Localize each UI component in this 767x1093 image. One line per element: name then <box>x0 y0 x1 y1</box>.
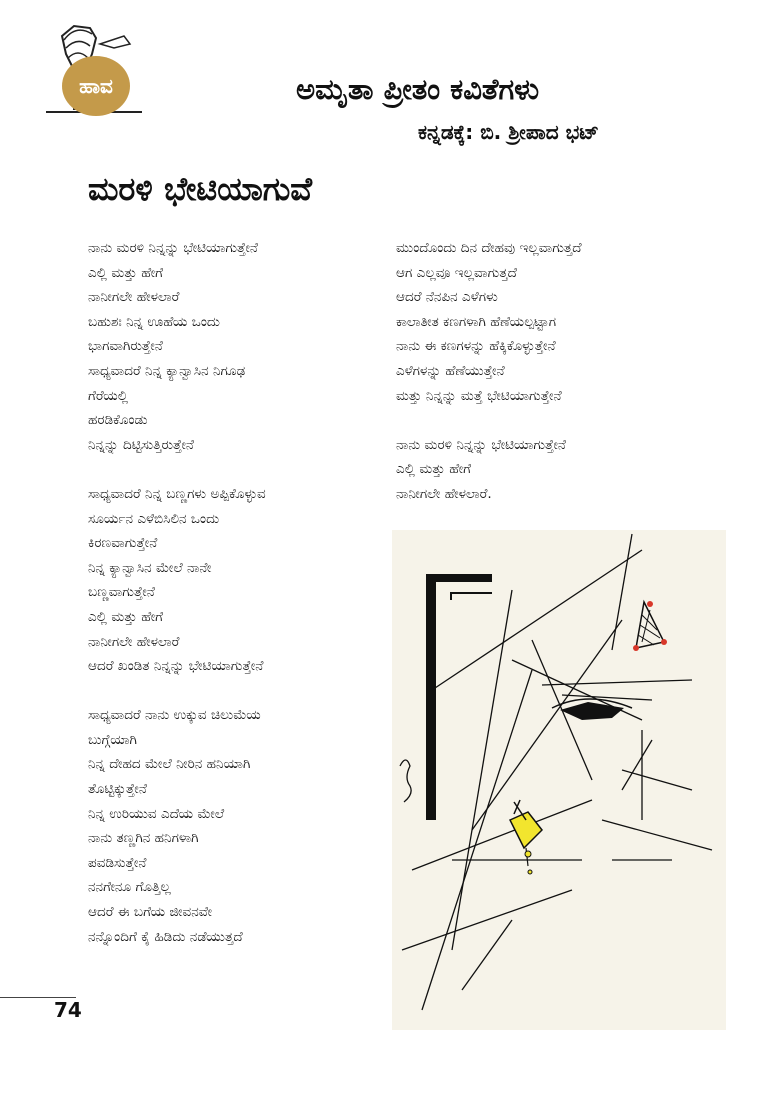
poem-line: ಬಹುಶಃ ನಿನ್ನ ಊಹೆಯ ಒಂದು <box>88 313 221 330</box>
poem-line: ಪವಡಿಸುತ್ತೇನೆ <box>88 854 147 871</box>
poem-line: ಮುಂದೊಂದು ದಿನ ದೇಹವು ಇಲ್ಲವಾಗುತ್ತದೆ <box>396 240 582 256</box>
poem-line: ಎಳೆಗಳನ್ನು ಹೆಣೆಯುತ್ತೇನೆ <box>396 362 505 379</box>
stanza-break <box>88 457 388 482</box>
poem-line: ಎಲ್ಲಿ ಮತ್ತು ಹೇಗೆ <box>88 608 164 625</box>
poem-line: ಆದರೆ ಖಂಡಿತ ನಿನ್ನನ್ನು ಭೇಟಿಯಾಗುತ್ತೇನೆ <box>88 658 264 675</box>
poem-line: ಎಲ್ಲಿ ಮತ್ತು ಹೇಗೆ <box>88 264 164 281</box>
poem-line: ಬುಗ್ಗೆಯಾಗಿ <box>88 731 137 748</box>
poem-line: ನಾನು ತಣ್ಣಗಿನ ಹನಿಗಳಾಗಿ <box>88 830 199 847</box>
logo-text: ಹಾವ <box>79 74 113 98</box>
poem-line: ನಿನ್ನ ದೇಹದ ಮೇಲೆ ನೀರಿನ ಹನಿಯಾಗಿ <box>88 756 251 773</box>
poem-column-left <box>88 236 388 949</box>
abstract-illustration <box>392 530 726 1030</box>
series-title: ಅಮೃತಾ ಪ್ರೀತಂ ಕವಿತೆಗಳು <box>296 72 540 106</box>
page-number: 74 <box>54 998 82 1022</box>
poem-line: ನಾನು ಈ ಕಣಗಳನ್ನು ಹೆಕ್ಕಿಕೊಳ್ಳುತ್ತೇನೆ <box>396 338 556 355</box>
poem-line: ಗೆರೆಯಲ್ಲಿ <box>88 387 129 404</box>
poem-title: ಮರಳಿ ಭೇಟಿಯಾಗುವೆ <box>88 170 313 208</box>
poem-line: ನಾನೀಗಲೇ ಹೇಳಲಾರೆ. <box>396 485 492 502</box>
poem-line: ನಾನೀಗಲೇ ಹೇಳಲಾರೆ <box>88 633 180 650</box>
poem-line: ಬಣ್ಣವಾಗುತ್ತೇನೆ <box>88 584 155 601</box>
poem-line: ಎಲ್ಲಿ ಮತ್ತು ಹೇಗೆ <box>396 461 472 478</box>
poem-line: ನನ್ನೊಂದಿಗೆ ಕೈ ಹಿಡಿದು ನಡೆಯುತ್ತದೆ <box>88 928 243 945</box>
poem-line: ಮತ್ತು ನಿನ್ನನ್ನು ಮತ್ತೆ ಭೇಟಿಯಾಗುತ್ತೇನೆ <box>396 387 562 404</box>
poem-column-right <box>396 236 726 507</box>
poem-line: ಆದರೆ ಈ ಬಗೆಯ ಜೀವನವೇ <box>88 904 212 921</box>
poem-line: ನಾನೀಗಲೇ ಹೇಳಲಾರೆ <box>88 289 180 306</box>
poem-line: ಕಾಲಾತೀತ ಕಣಗಳಾಗಿ ಹೆಣೆಯಲ್ಪಟ್ಟಾಗ <box>396 313 557 330</box>
poem-line: ಆದರೆ ನೆನಪಿನ ಎಳೆಗಳು <box>396 289 498 306</box>
poem-line: ತೊಟ್ಟಿಕ್ಕುತ್ತೇನೆ <box>88 781 147 798</box>
abstract-line-art-icon <box>392 530 726 1030</box>
poem-line: ಆಗ ಎಲ್ಲವೂ ಇಲ್ಲವಾಗುತ್ತದೆ <box>396 264 517 281</box>
poem-line: ಸಾಧ್ಯವಾದರೆ ನಿನ್ನ ಬಣ್ಣಗಳು ಅಪ್ಪಿಕೊಳ್ಳುವ <box>88 485 266 502</box>
poem-line: ನಿನ್ನನ್ನು ದಿಟ್ಟಿಸುತ್ತಿರುತ್ತೇನೆ <box>88 436 194 453</box>
poem-line: ನಿನ್ನ ಕ್ಯಾನ್ವಾಸಿನ ಮೇಲೆ ನಾನೇ <box>88 559 212 576</box>
stanza-break <box>88 679 388 704</box>
poem-line: ಕಿರಣವಾಗುತ್ತೇನೆ <box>88 535 158 552</box>
stanza-break <box>396 408 726 433</box>
translator-credit: ಕನ್ನಡಕ್ಕೆ: ಬಿ. ಶ್ರೀಪಾದ ಭಟ್ <box>418 120 599 144</box>
poem-line: ಸಾಧ್ಯವಾದರೆ ನಾನು ಉಕ್ಕುವ ಚಿಲುಮೆಯ <box>88 707 261 724</box>
poem-line: ನಿನ್ನ ಉರಿಯುವ ಎದೆಯ ಮೇಲೆ <box>88 805 225 822</box>
poem-line: ನನಗೇನೂ ಗೊತ್ತಿಲ್ಲ <box>88 879 171 896</box>
poem-line: ಸಾಧ್ಯವಾದರೆ ನಿನ್ನ ಕ್ಯಾನ್ವಾಸಿನ ನಿಗೂಢ <box>88 362 246 379</box>
magazine-logo <box>44 14 144 114</box>
poem-line: ನಾನು ಮರಳಿ ನಿನ್ನನ್ನು ಭೇಟಿಯಾಗುತ್ತೇನೆ <box>396 436 566 453</box>
poem-line: ಸೂರ್ಯನ ಎಳೆಬಿಸಿಲಿನ ಒಂದು <box>88 510 220 527</box>
poem-line: ಭಾಗವಾಗಿರುತ್ತೇನೆ <box>88 338 163 355</box>
poem-line: ನಾನು ಮರಳಿ ನಿನ್ನನ್ನು ಭೇಟಿಯಾಗುತ್ತೇನೆ <box>88 240 258 256</box>
poem-line: ಹರಡಿಕೊಂಡು <box>88 412 148 429</box>
